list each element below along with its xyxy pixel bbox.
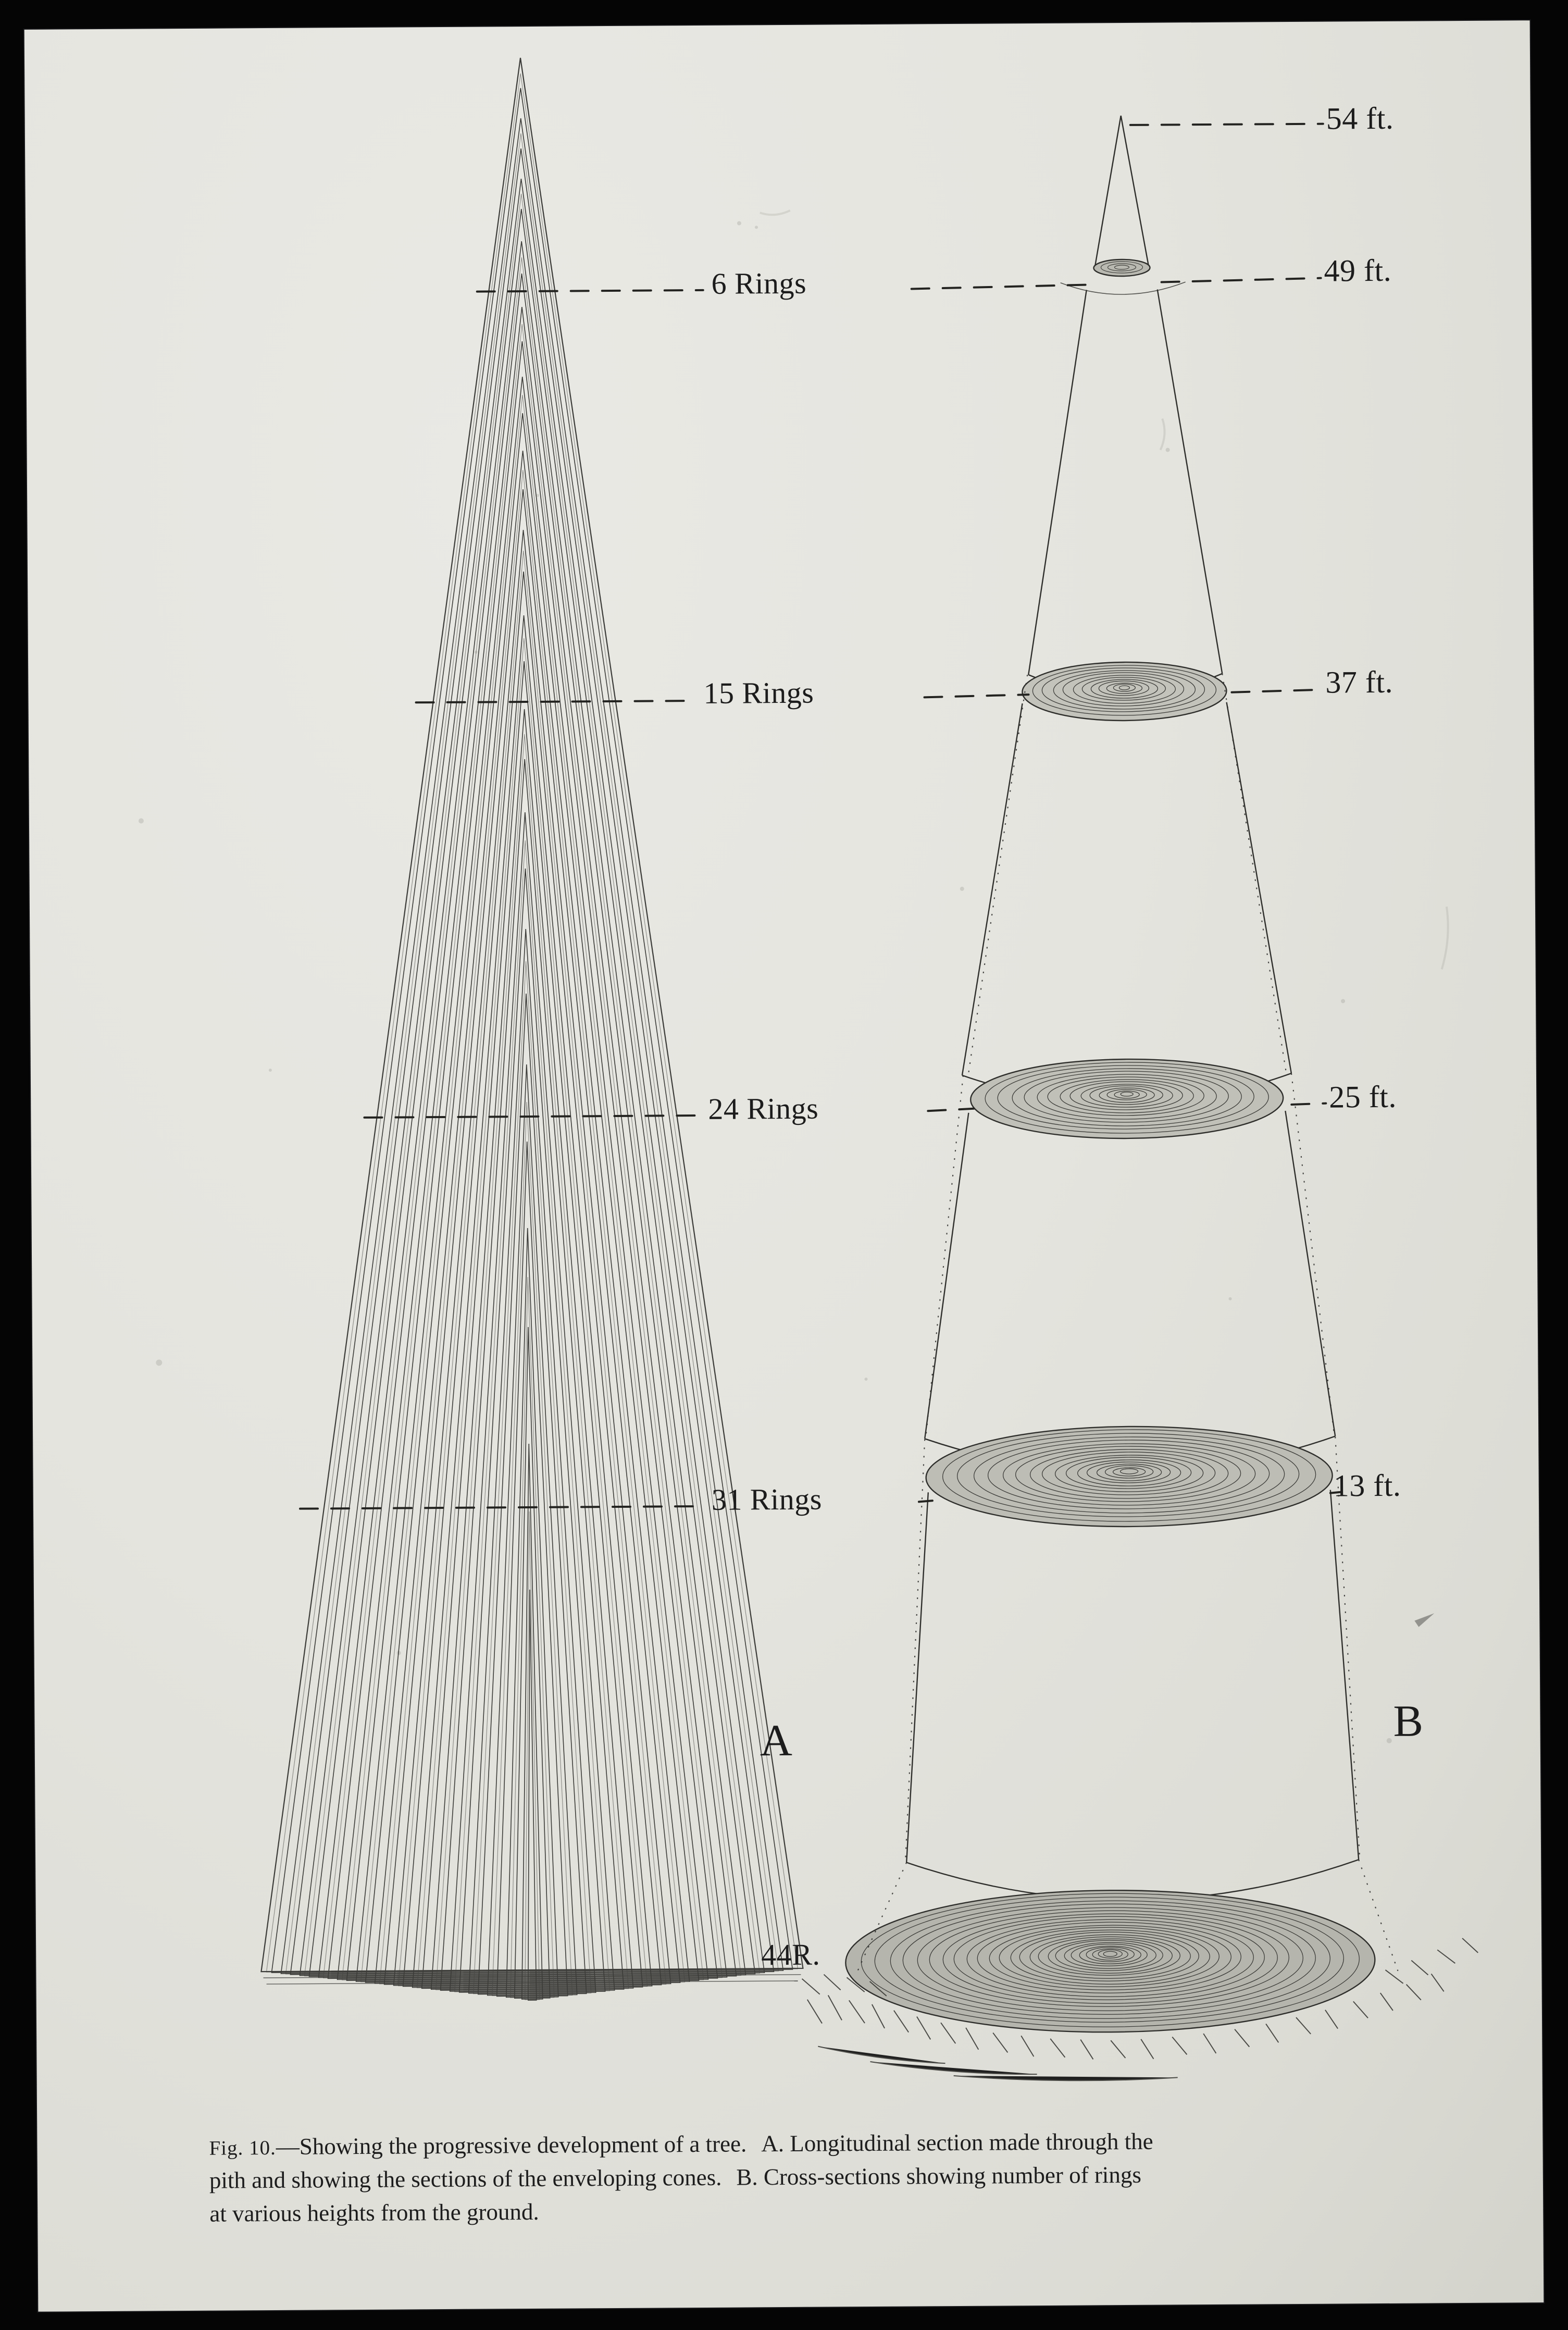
ring-label-15: 15 Rings — [703, 675, 814, 710]
panel-b-cross-sections — [835, 114, 1375, 2034]
caption-line-2: pith and showing the sections of the enveloping cones. — [209, 2164, 722, 2193]
caption-line-2b: B. Cross-sections showing number of rings — [736, 2161, 1142, 2190]
panel-a-letter: A — [760, 1715, 793, 1766]
panel-a-longitudinal-section — [250, 56, 803, 2002]
caption-line-1: —Showing the progressive development of a tree. — [276, 2130, 747, 2160]
photographic-plate — [24, 20, 1544, 2312]
height-label-25ft: 25 ft. — [1329, 1079, 1397, 1114]
height-label-13ft: 13 ft. — [1333, 1468, 1401, 1503]
segment-13-0-sides — [904, 1490, 1359, 1862]
ring-label-24: 24 Rings — [708, 1091, 819, 1126]
caption-fig-number: Fig. 10. — [209, 2136, 276, 2160]
caption-line-3: at various heights from the ground. — [209, 2198, 539, 2227]
segment-37-25-sides — [960, 702, 1291, 1075]
segment-25-13-sides — [923, 1111, 1335, 1439]
ring-label-6: 6 Rings — [711, 266, 807, 301]
segment-54-49-sides — [1094, 116, 1149, 268]
cross-section-13ft — [926, 1426, 1333, 1528]
height-label-54ft: 54 ft. — [1326, 101, 1394, 136]
height-label-37ft: 37 ft. — [1325, 664, 1393, 700]
ring-label-31: 31 Rings — [711, 1482, 822, 1517]
caption-line-1b: A. Longitudinal section made through the — [761, 2128, 1153, 2157]
panel-b-letter: B — [1393, 1695, 1424, 1746]
frustum-connectors — [848, 673, 1398, 1974]
cross-section-25ft — [970, 1058, 1284, 1139]
base-ring-label-44r: 44R. — [761, 1937, 820, 1972]
segment-49-37-sides — [1026, 289, 1223, 675]
height-label-49ft: 49 ft. — [1324, 253, 1392, 288]
figure-caption — [209, 2123, 1475, 2231]
figure-area — [24, 20, 1544, 2312]
label-leader-lines — [292, 124, 1342, 1509]
